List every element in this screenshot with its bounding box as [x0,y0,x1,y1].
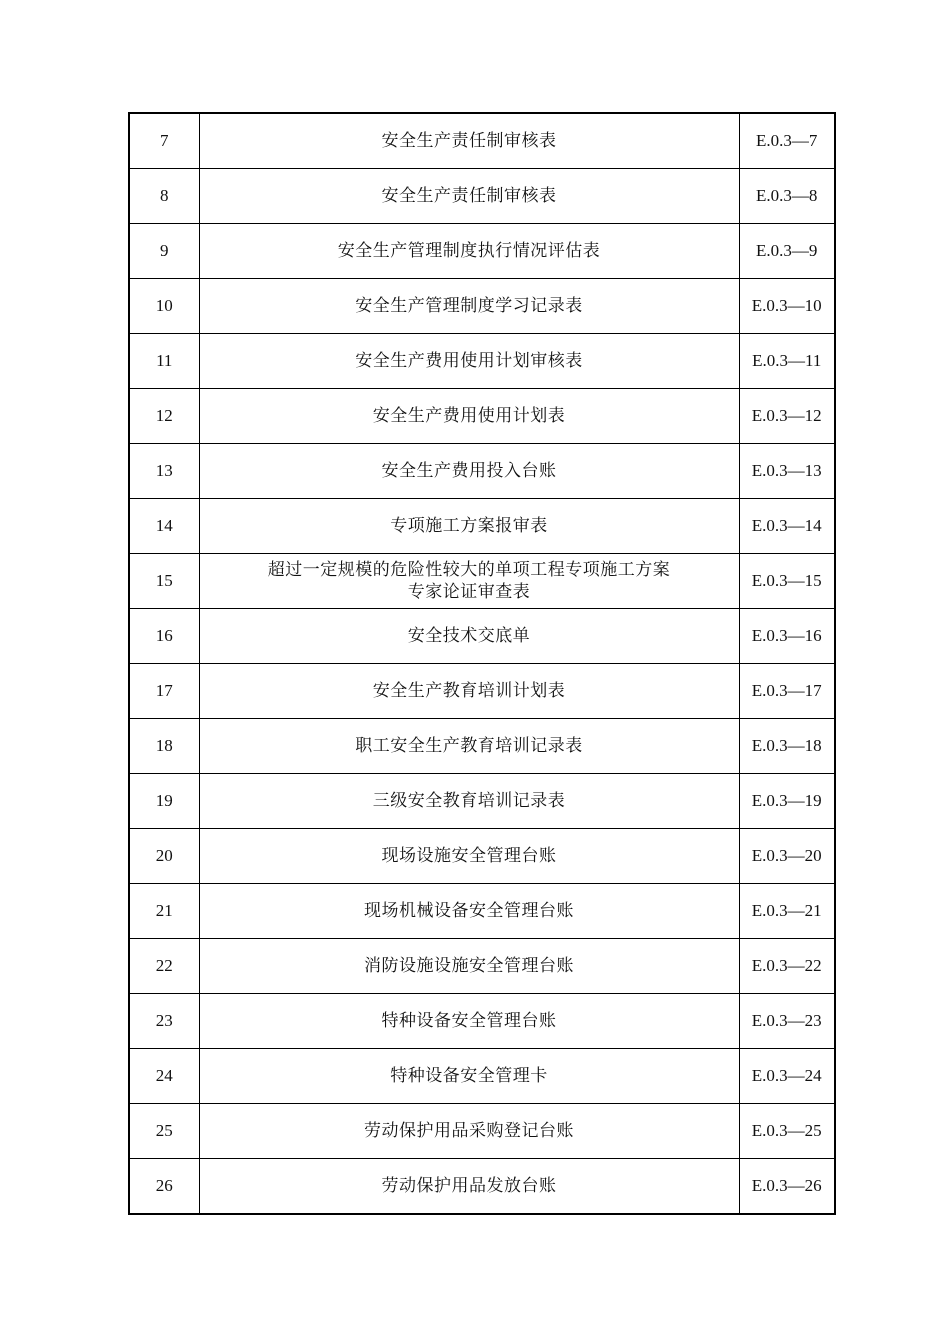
form-title-line: 劳动保护用品发放台账 [381,1176,557,1196]
form-title-line: 消防设施设施安全管理台账 [364,956,574,976]
form-code: E.0.3—12 [739,389,835,444]
row-number: 24 [129,1049,199,1104]
row-number: 12 [129,389,199,444]
table-row [129,829,835,884]
form-code: E.0.3—7 [739,113,835,169]
row-number: 23 [129,994,199,1049]
form-title [199,609,739,664]
form-title-line: 安全生产管理制度学习记录表 [355,296,583,316]
form-title [199,389,739,444]
table-row [129,169,835,224]
form-title-line: 特种设备安全管理台账 [381,1011,557,1031]
form-index-table [128,112,836,1215]
form-code: E.0.3—14 [739,499,835,554]
table-body [129,113,835,1214]
table-row [129,279,835,334]
row-number: 18 [129,719,199,774]
row-number: 8 [129,169,199,224]
row-number: 20 [129,829,199,884]
form-title [199,1104,739,1159]
row-number: 21 [129,884,199,939]
form-title-line: 专项施工方案报审表 [390,516,548,536]
form-code: E.0.3—24 [739,1049,835,1104]
form-title-line: 安全生产费用投入台账 [381,461,557,481]
form-title [199,169,739,224]
table-row [129,113,835,169]
form-code: E.0.3—9 [739,224,835,279]
form-title-line: 安全技术交底单 [407,626,531,646]
form-title-line: 现场设施安全管理台账 [381,846,557,866]
form-code: E.0.3—10 [739,279,835,334]
form-title [199,1159,739,1215]
row-number: 16 [129,609,199,664]
form-title [199,664,739,719]
row-number: 17 [129,664,199,719]
row-number: 26 [129,1159,199,1215]
form-code: E.0.3—20 [739,829,835,884]
form-code: E.0.3—13 [739,444,835,499]
form-title [199,334,739,389]
form-title [199,224,739,279]
form-title-line: 职工安全生产教育培训记录表 [355,736,583,756]
form-title [199,279,739,334]
form-title [199,499,739,554]
row-number: 10 [129,279,199,334]
form-title [199,829,739,884]
form-code: E.0.3—16 [739,609,835,664]
form-title-line: 安全生产责任制审核表 [381,186,557,206]
form-code: E.0.3—8 [739,169,835,224]
form-title-line: 安全生产管理制度执行情况评估表 [337,241,601,261]
form-code: E.0.3—25 [739,1104,835,1159]
table-row [129,609,835,664]
form-title [199,1049,739,1104]
row-number: 19 [129,774,199,829]
table-row [129,1049,835,1104]
row-number: 13 [129,444,199,499]
form-code: E.0.3—15 [739,554,835,609]
table-row [129,884,835,939]
table-row [129,444,835,499]
row-number: 11 [129,334,199,389]
table-row [129,389,835,444]
row-number: 9 [129,224,199,279]
row-number: 7 [129,113,199,169]
table-row [129,499,835,554]
form-code: E.0.3—26 [739,1159,835,1215]
form-code: E.0.3—11 [739,334,835,389]
form-title-line: 安全生产费用使用计划表 [372,406,566,426]
form-title-line: 劳动保护用品采购登记台账 [364,1121,574,1141]
form-code: E.0.3—17 [739,664,835,719]
table-row [129,1104,835,1159]
form-title [199,774,739,829]
form-code: E.0.3—19 [739,774,835,829]
table-row [129,1159,835,1215]
form-title [199,444,739,499]
table-row [129,224,835,279]
row-number: 15 [129,554,199,609]
table-row [129,334,835,389]
row-number: 14 [129,499,199,554]
form-title [199,719,739,774]
row-number: 22 [129,939,199,994]
table-row [129,994,835,1049]
form-title-line: 超过一定规模的危险性较大的单项工程专项施工方案 [267,560,671,580]
row-number: 25 [129,1104,199,1159]
table-row [129,664,835,719]
form-title-line: 安全生产责任制审核表 [381,131,557,151]
form-title [199,554,739,609]
form-code: E.0.3—18 [739,719,835,774]
form-title [199,884,739,939]
form-code: E.0.3—22 [739,939,835,994]
form-title-line: 专家论证审查表 [407,582,531,602]
form-title [199,939,739,994]
table-row [129,939,835,994]
form-title-line: 安全生产费用使用计划审核表 [355,351,583,371]
form-code: E.0.3—21 [739,884,835,939]
form-title-line: 现场机械设备安全管理台账 [364,901,574,921]
table-row [129,719,835,774]
form-title [199,113,739,169]
form-title-line: 特种设备安全管理卡 [390,1066,548,1086]
table-row [129,554,835,609]
form-title [199,994,739,1049]
table-row [129,774,835,829]
form-code: E.0.3—23 [739,994,835,1049]
form-title-line: 三级安全教育培训记录表 [372,791,566,811]
form-title-line: 安全生产教育培训计划表 [372,681,566,701]
